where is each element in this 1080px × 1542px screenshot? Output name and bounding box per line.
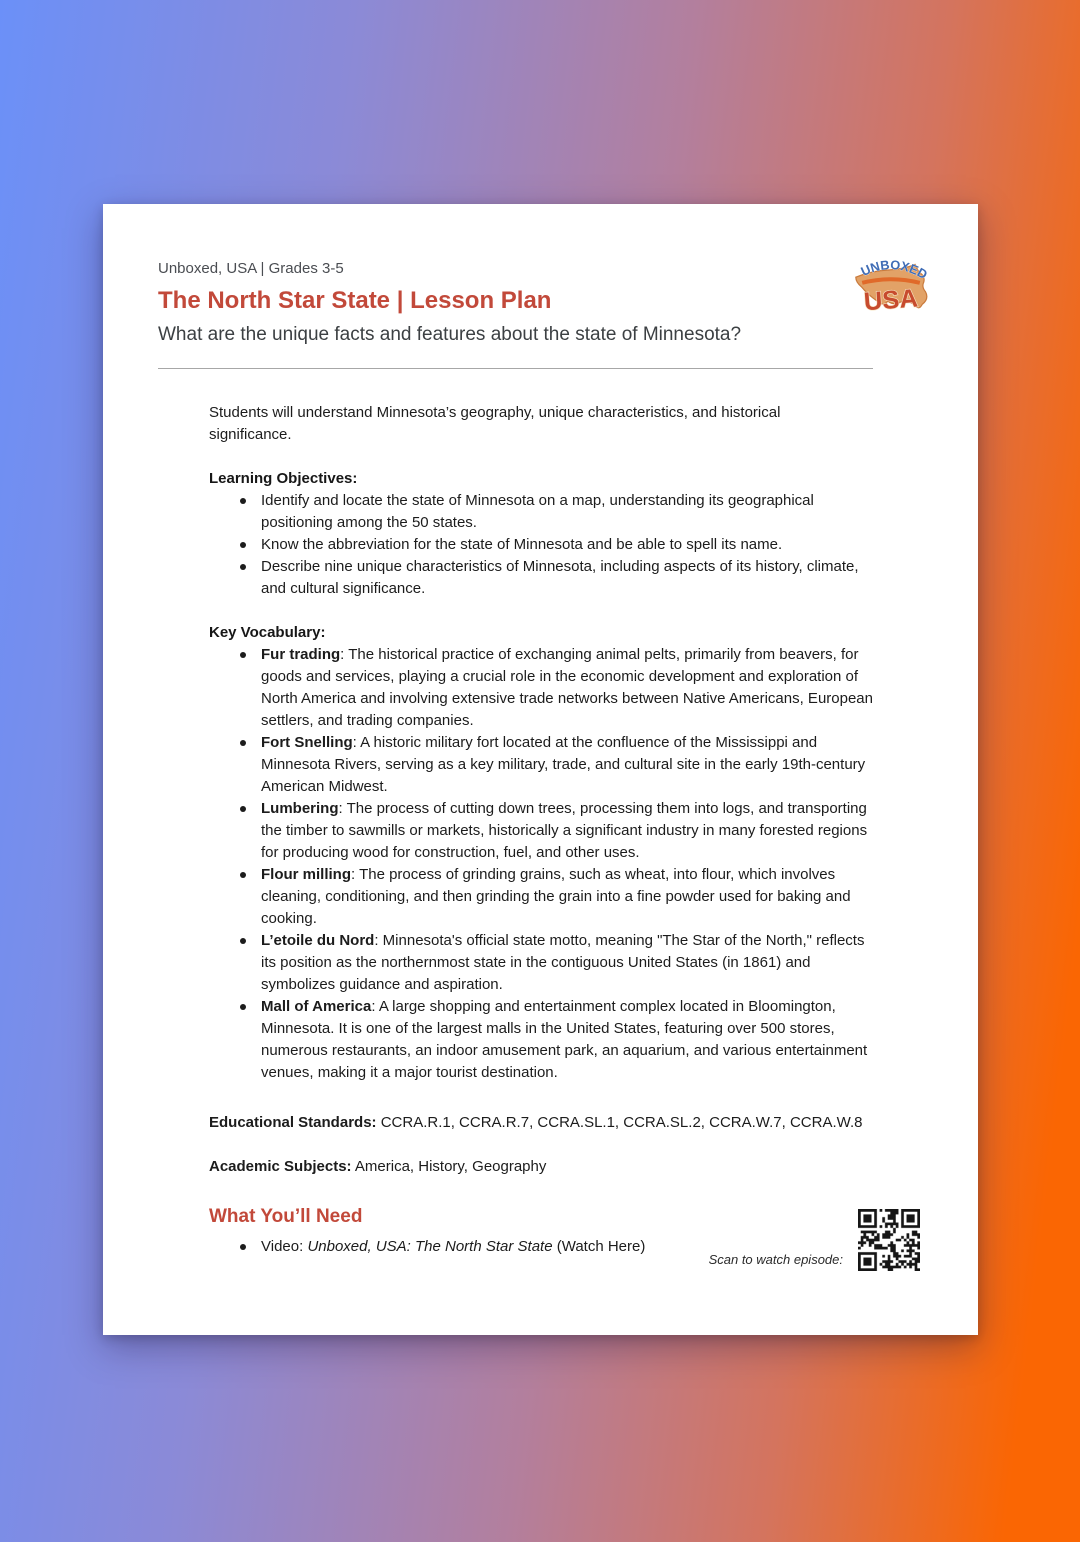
list-item: Know the abbreviation for the state of Minnesota and be able to spell its name. (261, 534, 880, 556)
list-item (261, 930, 880, 996)
qr-caption: Scan to watch episode: (708, 1252, 843, 1267)
list-item (261, 996, 880, 1084)
vocab-term: L’etoile du Nord (261, 932, 375, 949)
usa-map-icon (851, 246, 931, 326)
series-grade-label: Unboxed, USA | Grades 3-5 (158, 260, 344, 277)
educational-standards-value: CCRA.R.1, CCRA.R.7, CCRA.SL.1, CCRA.SL.2, CCRA.W.7, CCRA.W.8 (380, 1114, 863, 1131)
list-item: Identify and locate the state of Minnesota on a map, understanding its geographical positioning among the 50 states. (261, 490, 880, 534)
intro-paragraph: Students will understand Minnesota’s geography, unique characteristics, and historical significance. (209, 404, 781, 443)
key-vocabulary-list (209, 644, 880, 1084)
vocab-definition: : A large shopping and entertainment complex located in Bloomington, Minnesota. It is one of the largest malls in the United States, featuring over 500 stores, numerous restaurants, an indoor amusement park, an aquarium, and various entertainment venues, making it a major tourist destination. (261, 998, 868, 1081)
watch-here-link[interactable]: (Watch Here) (552, 1238, 646, 1255)
header-divider (158, 368, 873, 369)
vocab-term: Fort Snelling (261, 734, 353, 751)
educational-standards-row (209, 1112, 881, 1134)
lesson-plan-page (103, 204, 978, 1335)
page-title: The North Star State | Lesson Plan (158, 287, 552, 314)
vocab-term: Mall of America (261, 998, 372, 1015)
video-title: Unboxed, USA: The North Star State (307, 1238, 553, 1255)
learning-objectives-list (209, 490, 880, 600)
unboxed-usa-logo (851, 246, 931, 326)
qr-code (858, 1209, 920, 1271)
vocab-definition: : Minnesota's official state motto, meaning "The Star of the North," reflects its position as the northernmost state in the contiguous United States (in 1861) and symbolizes guidance and aspiration. (261, 932, 865, 993)
document-header (158, 259, 873, 369)
vocab-term: Fur trading (261, 646, 341, 663)
video-label: Video: (261, 1238, 308, 1255)
list-item (261, 798, 880, 864)
what-youll-need-heading: What You’ll Need (209, 1206, 363, 1227)
academic-subjects-row (209, 1156, 881, 1178)
vocab-term: Flour milling (261, 866, 351, 883)
vocab-term: Lumbering (261, 800, 339, 817)
vocab-definition: : The process of cutting down trees, processing them into logs, and transporting the timber to sawmills or markets, historically a significant industry in many forested regions for producing wood for construction, fuel, and other uses. (261, 800, 868, 861)
vocab-definition: : The historical practice of exchanging animal pelts, primarily from beavers, for goods and services, playing a crucial role in the economic development and exploration of North America and involving extensive trade networks between Native Americans, European settlers, and trading companies. (261, 646, 873, 729)
list-item: Describe nine unique characteristics of Minnesota, including aspects of its history, climate, and cultural significance. (261, 556, 880, 600)
qr-block (709, 1209, 920, 1271)
vocab-definition: : The process of grinding grains, such as wheat, into flour, which involves cleaning, conditioning, and then grinding the grain into a fine powder used for baking and cooking. (261, 866, 851, 927)
vocab-definition: : A historic military fort located at the confluence of the Mississippi and Minnesota Rivers, serving as a key military, trade, and cultural site in the early 19th-century American Midwest. (261, 734, 866, 795)
logo-bottom-text: USA (862, 284, 919, 317)
document-body (209, 402, 881, 1258)
educational-standards-label: Educational Standards: (209, 1114, 377, 1131)
key-vocabulary-heading: Key Vocabulary: (209, 624, 326, 641)
logo-top-text: UNBOXED (858, 257, 931, 283)
list-item (261, 864, 880, 930)
academic-subjects-label: Academic Subjects: (209, 1158, 352, 1175)
essential-question: What are the unique facts and features about the state of Minnesota? (158, 324, 742, 345)
list-item (261, 732, 880, 798)
list-item (261, 644, 880, 732)
learning-objectives-heading: Learning Objectives: (209, 470, 358, 487)
academic-subjects-value: America, History, Geography (354, 1158, 547, 1175)
